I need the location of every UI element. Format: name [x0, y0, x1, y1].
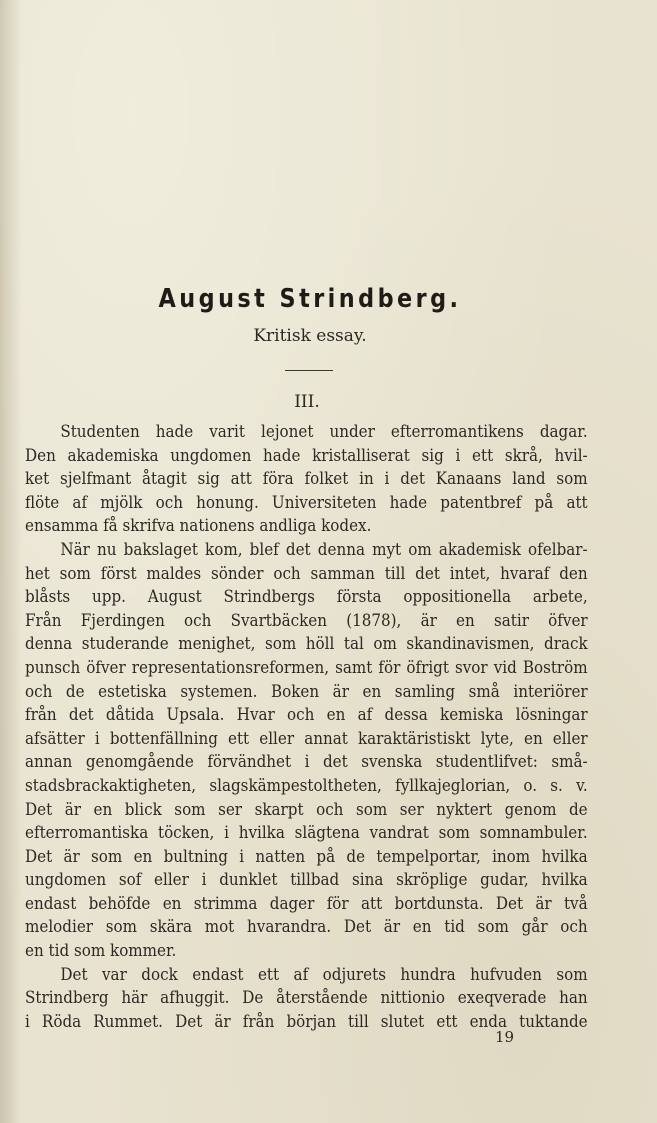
text-line: ket sjelfmant åtagit sig att föra folket in i det Kanaans land som: [25, 469, 588, 489]
text-line: endast behöfde en strimma dager för att bortdunsta. Det är två: [25, 893, 588, 913]
body-text: [25, 420, 588, 1033]
text-line: Den akademiska ungdomen hade kristalliserat sig i ett skrå, hvil-: [25, 445, 588, 465]
text-line: Det är en blick som ser skarpt och som ser nyktert genom de: [25, 799, 588, 819]
page-edge-shadow: [0, 0, 22, 1123]
text-line: het som först maldes sönder och samman till det intet, hvaraf den: [25, 563, 588, 583]
text-line: efterromantiska töcken, i hvilka slägtena vandrat som somnambuler.: [25, 823, 588, 843]
essay-subtitle: Kritisk essay.: [253, 326, 367, 346]
text-line: afsätter i bottenfällning ett eller annat karaktäristiskt lyte, en eller: [25, 728, 588, 748]
text-line: flöte af mjölk och honung. Universiteten hade patentbref på att: [25, 492, 588, 512]
text-line: denna studerande menighet, som höll tal om skandinavismen, drack: [25, 634, 588, 654]
section-number: III.: [294, 392, 320, 412]
text-line: Från Fjerdingen och Svartbäcken (1878), är en satir öfver: [25, 610, 588, 630]
text-line: punsch öfver representationsreformen, samt för öfrigt svor vid Boström: [25, 657, 588, 677]
text-line: Studenten hade varit lejonet under efterromantikens dagar.: [60, 422, 588, 441]
text-line: i Röda Rummet. Det är från början till slutet ett enda tuktande: [25, 1011, 588, 1031]
essay-title: August Strindberg.: [158, 284, 462, 314]
text-line: ungdomen sof eller i dunklet tillbad sina skröplige gudar, hvilka: [25, 870, 588, 890]
text-line: ensamma få skrifva nationens andliga kodex.: [25, 516, 372, 536]
text-line: blåsts upp. August Strindbergs första oppositionella arbete,: [25, 587, 588, 607]
text-line: melodier som skära mot hvarandra. Det är en tid som går och: [25, 917, 588, 937]
text-line: stadsbrackaktigheten, slagskämpestoltheten, fyllkajeglorian, o. s. v.: [25, 775, 588, 795]
text-line: en tid som kommer.: [25, 941, 177, 961]
text-line: och de estetiska systemen. Boken är en samling små interiörer: [25, 681, 588, 701]
text-line: När nu bakslaget kom, blef det denna myt om akademisk ofelbar-: [60, 539, 588, 559]
text-line: annan genomgående förvändhet i det svenska studentlifvet: små-: [25, 752, 588, 772]
text-line: Det är som en bultning i natten på de tempelportar, inom hvilka: [25, 846, 588, 866]
text-line: från det dåtida Upsala. Hvar och en af dessa kemiska lösningar: [25, 705, 588, 725]
page-number: 19: [495, 1028, 515, 1046]
text-line: Det var dock endast ett af odjurets hundra hufvuden som: [60, 964, 588, 984]
text-line: Strindberg här afhuggit. De återstående nittionio exeqverade han: [25, 988, 588, 1008]
title-divider: [285, 370, 333, 371]
